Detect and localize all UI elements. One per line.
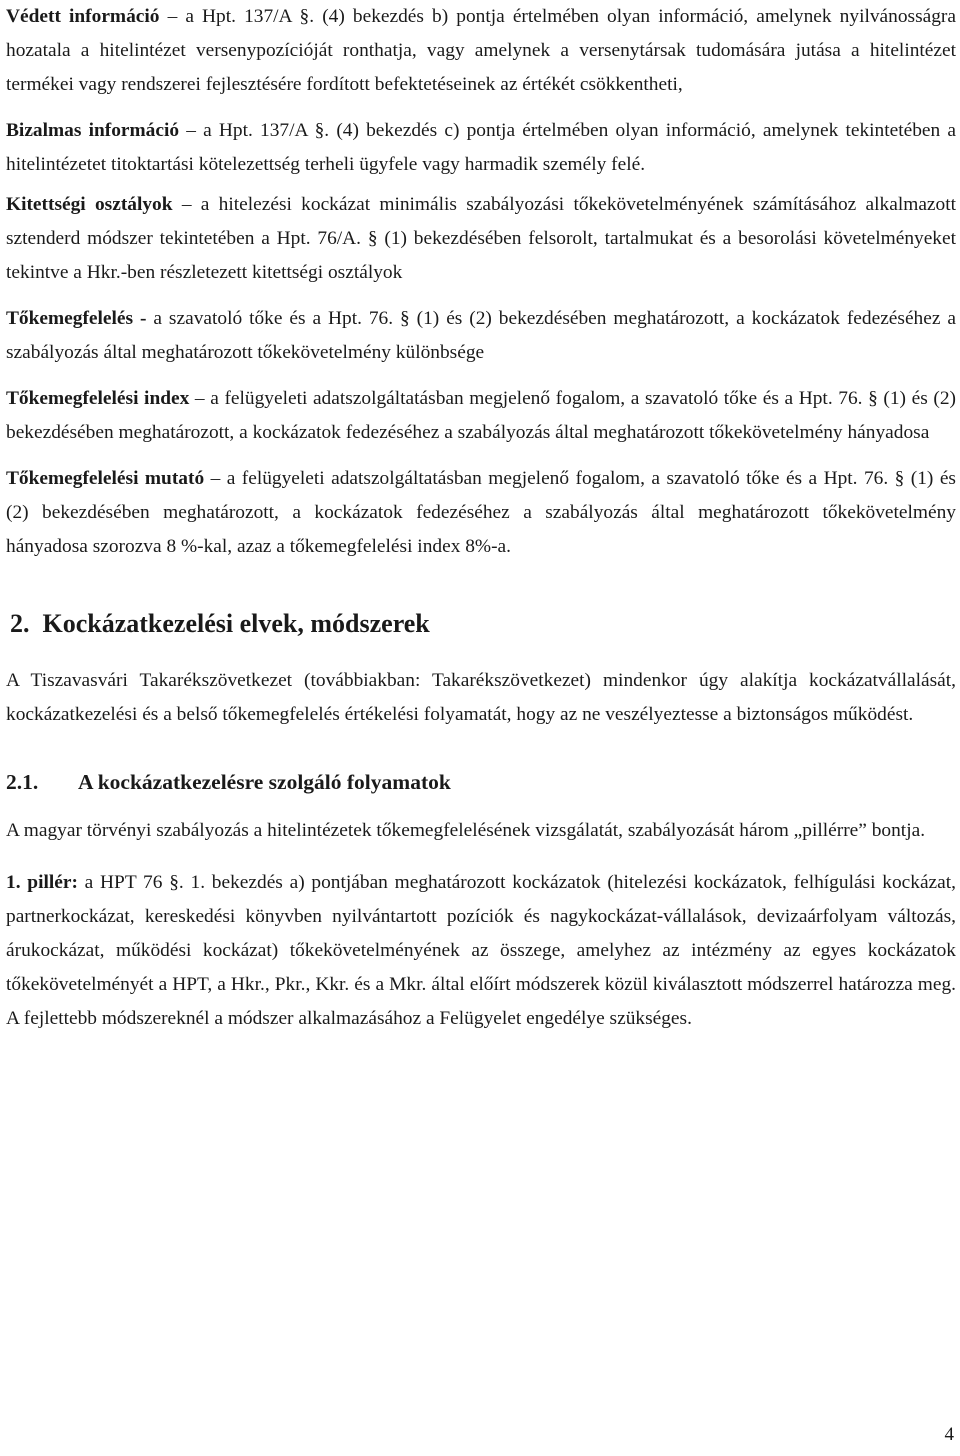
section-2-1-paragraph: A magyar törvényi szabályozás a hitelintézetek tőkemegfelelésének vizsgálatát, szabályozását három „pillérre” bontja. (6, 820, 926, 841)
page-number: 4 (944, 1424, 954, 1445)
section-2-heading: 2. Kockázatkezelési elvek, módszerek (10, 609, 430, 638)
definition-term: Tőkemegfelelés - (6, 308, 147, 329)
definition-term: Bizalmas információ (6, 120, 180, 141)
definition-vedett (6, 0, 956, 102)
definition-text: – a hitelezési kockázat minimális szabályozási tőkekövetelményének számításához alkalmazott sztenderd módszer tekintetében a Hpt. 76/A. § (1) bekezdésében felsorolt, tartalmukat és a besorolási követelményeket tekintve a Hkr.-ben részletezett kitettségi osztályok (6, 194, 956, 283)
definition-term: Védett információ (6, 6, 160, 27)
definition-term: Tőkemegfelelési index (6, 388, 190, 409)
definition-term: Kitettségi osztályok (6, 194, 173, 215)
definition-kitettsegi (6, 188, 956, 290)
definition-text: – a felügyeleti adatszolgáltatásban megjelenő fogalom, a szavatoló tőke és a Hpt. 76. § (1) és (2) bekezdésében meghatározott, a kockázatok fedezéséhez a szabályozás által meghatározott tőkekövetelmény hányadosa szorozva 8 %-kal, azaz a tőkemegfelelési index 8%-a. (6, 468, 956, 557)
document-page (6, 0, 956, 1036)
pillar-1-paragraph (6, 866, 956, 1036)
definition-tokemegfelelesi-index (6, 382, 956, 450)
section-2-paragraph: A Tiszavasvári Takarékszövetkezet (továbbiakban: Takarékszövetkezet) mindenkor úgy alakítja kockázatvállalását, kockázatkezelési és a belső tőkemegfelelés értékelési folyamatát, hogy az ne veszélyeztesse a biztonságos működést. (6, 670, 956, 725)
section-2-1-heading (6, 764, 956, 800)
definition-bizalmas (6, 114, 956, 182)
definition-text: a szavatoló tőke és a Hpt. 76. § (1) és (2) bekezdésében meghatározott, a kockázatok fedezéséhez a szabályozás által meghatározott tőkekövetelmény különbsége (6, 308, 956, 363)
definition-text: – a Hpt. 137/A §. (4) bekezdés b) pontja értelmében olyan információ, amelynek nyilvánosságra hozatala a hitelintézet versenypozícióját ronthatja, vagy amelynek a versenytársak tudomására jutása a hitelintézet termékei vagy rendszerei fejlesztésére fordított befektetéseinek az értékét csökkentheti, (6, 6, 956, 95)
section-number: 2.1. (6, 770, 39, 794)
definition-term: Tőkemegfelelési mutató (6, 468, 205, 489)
section-title: A kockázatkezelésre szolgáló folyamatok (78, 770, 451, 794)
pillar-label: 1. pillér: (6, 872, 78, 893)
definition-tokemegfelelesi-mutato (6, 462, 956, 564)
definition-tokemegfeleles (6, 302, 956, 370)
pillar-text: a HPT 76 §. 1. bekezdés a) pontjában meghatározott kockázatok (hitelezési kockázatok, felhígulási kockázat, partnerkockázat, kereskedési könyvben nyilvántartott pozíciók és nagykockázat-vállalások, devizaárfolyam változás, árukockázat, működési kockázat) tőkekövetelményének az összege, amelyhez az intézmény az egyes kockázatok tőkekövetelményét a HPT, a Hkr., Pkr., Kkr. és a Mkr. által előírt módszerek közül kiválasztott módszerrel határozza meg. A fejlettebb módszereknél a módszer alkalmazásához a Felügyelet engedélye szükséges. (6, 872, 956, 1029)
definition-text: – a Hpt. 137/A §. (4) bekezdés c) pontja értelmében olyan információ, amelynek tekintetében a hitelintézetet titoktartási kötelezettség terheli ügyfele vagy harmadik személy felé. (6, 120, 956, 175)
definition-text: – a felügyeleti adatszolgáltatásban megjelenő fogalom, a szavatoló tőke és a Hpt. 76. § (1) és (2) bekezdésében meghatározott, a kockázatok fedezéséhez a szabályozás által meghatározott tőkekövetelmény hányadosa (6, 388, 956, 443)
